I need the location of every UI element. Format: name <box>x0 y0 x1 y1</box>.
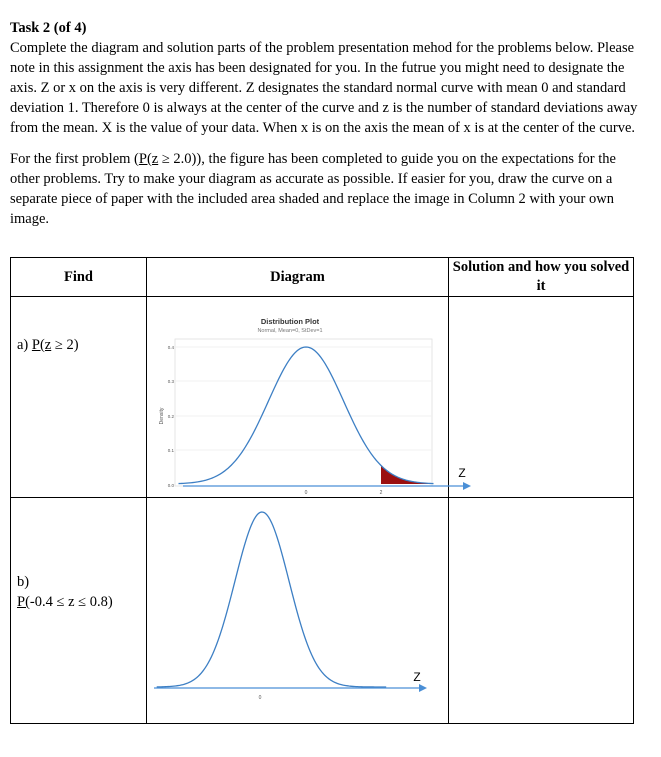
plot-a-gridlines <box>175 347 432 450</box>
distribution-plot-a <box>147 297 477 498</box>
xtick-mean-label: 0 <box>304 490 308 496</box>
plot-a-frame <box>175 339 432 486</box>
z-axis-label: Z <box>458 466 466 480</box>
plot-a-ylabel: Density <box>159 407 165 425</box>
find-b-rest: -0.4 ≤ z ≤ 0.8) <box>29 594 113 610</box>
document-body <box>10 18 638 229</box>
xtick-mean-label: 0 <box>258 695 262 701</box>
find-cell-a <box>11 297 147 498</box>
intro-paragraph-2-link[interactable]: P(z <box>138 151 159 167</box>
plot-a-subtitle: Normal, Mean=0, StDev=1 <box>257 328 323 334</box>
xtick-cut-label: 2 <box>379 490 383 496</box>
diagram-cell-a <box>147 297 466 498</box>
ytick-label: 0.4 <box>167 345 174 350</box>
header-find: Find <box>11 258 147 297</box>
diagram-cell-b <box>147 498 449 724</box>
distribution-plot-b <box>147 498 449 724</box>
normal-curve <box>179 347 434 484</box>
find-a-rest: ≥ 2) <box>51 337 79 353</box>
plot-a-title: Distribution Plot <box>260 317 320 326</box>
header-row <box>11 258 634 297</box>
intro-paragraph-1: Complete the diagram and solution parts of the problem presentation mehod for the problems below. Please note in this assignment the axis has been designated for you. In the futrue you might need to designate the axis. Z or x on the axis is very different. Z designates the standard normal curve with mean 0 and standard deviation 1. Therefore 0 is always at the center of the curve and z is the number of standard deviations away from the mean. X is the value of your data. When x is on the axis the mean of x is at the center of the curve. <box>10 40 638 136</box>
find-a-prefix: a) <box>17 337 32 353</box>
task-title: Task 2 (of 4) <box>10 20 87 36</box>
ytick-label: 0.3 <box>167 379 174 384</box>
find-b-text <box>17 592 146 612</box>
find-cell-b <box>11 498 147 724</box>
header-solution: Solution and how you solved it <box>449 258 634 297</box>
find-a-link[interactable]: P(z <box>31 337 52 353</box>
intro-paragraph-2-post: ≥ 2.0)), the figure has been completed to guide you on the expectations for the other problems. Try to make your diagram as accurate as possible. If easier for you, draw the curve on a separate piece of paper with the included area shaded and replace the image in Column 2 with your own image. <box>10 151 616 227</box>
find-a-text <box>17 335 146 355</box>
table-row-a <box>11 297 634 498</box>
intro-paragraph-2 <box>10 149 638 229</box>
table-row-b <box>11 498 634 724</box>
ytick-label: 0.1 <box>167 448 174 453</box>
shaded-tail-area <box>381 465 434 484</box>
intro-paragraph-2-pre: For the first problem ( <box>10 151 139 167</box>
solution-cell-b[interactable] <box>449 498 634 724</box>
find-b-link[interactable]: P( <box>17 594 30 610</box>
header-diagram: Diagram <box>147 258 449 297</box>
z-axis-arrow-icon <box>419 684 427 692</box>
problem-table <box>10 257 634 724</box>
ytick-label: 0.2 <box>167 414 174 419</box>
z-axis-label: Z <box>413 670 421 684</box>
z-axis-arrow-icon <box>463 482 471 490</box>
find-b-line1: b) <box>17 574 30 590</box>
normal-curve <box>157 512 387 687</box>
ytick-label: 0.0 <box>167 483 174 488</box>
